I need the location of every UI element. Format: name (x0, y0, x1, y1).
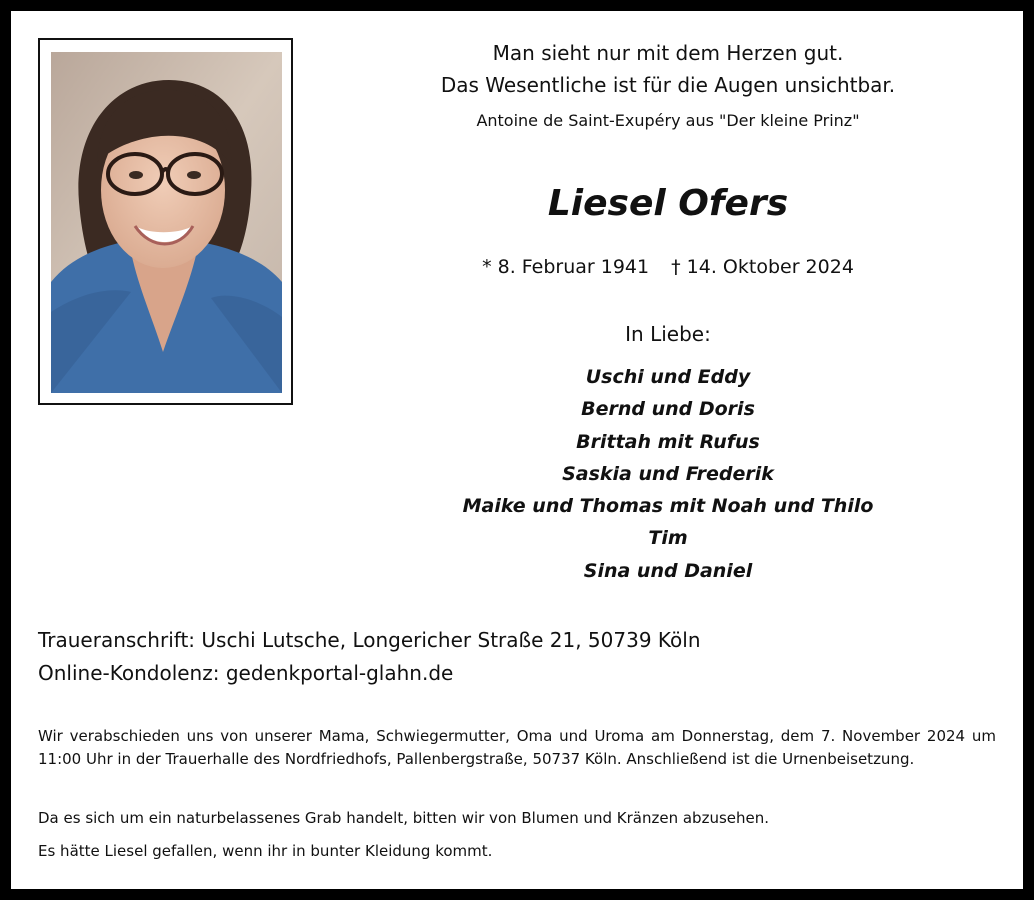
online-condolence: Online-Kondolenz: gedenkportal-glahn.de (38, 661, 454, 685)
deceased-name: Liesel Ofers (547, 183, 789, 224)
mourning-address: Traueranschrift: Uschi Lutsche, Longericher Straße 21, 50739 Köln (38, 628, 701, 652)
quote-line-1: Man sieht nur mit dem Herzen gut. (492, 41, 844, 65)
death-date: † 14. Oktober 2024 (671, 256, 854, 278)
portrait-frame (38, 38, 293, 405)
mourners-heading: In Liebe: (625, 322, 711, 346)
mourner-name: Tim (648, 527, 688, 550)
mourner-name: Saskia und Frederik (562, 462, 774, 485)
flowers-note: Da es sich um ein naturbelassenes Grab handelt, bitten wir von Blumen und Kränzen abzusehen. (38, 809, 770, 827)
portrait-photo (51, 52, 282, 393)
mourners-list (341, 361, 995, 587)
mourner-name: Maike und Thomas mit Noah und Thilo (462, 495, 874, 518)
clothing-note: Es hätte Liesel gefallen, wenn ihr in bunter Kleidung kommt. (38, 842, 493, 860)
mourner-name: Bernd und Doris (581, 398, 755, 421)
quote-line-2: Das Wesentliche ist für die Augen unsichtbar. (440, 73, 896, 97)
mourner-name: Brittah mit Rufus (576, 430, 760, 453)
quote-attribution: Antoine de Saint-Exupéry aus "Der kleine Prinz" (476, 111, 860, 130)
mourner-name: Sina und Daniel (583, 559, 753, 582)
mourner-name: Uschi und Eddy (585, 366, 751, 388)
obituary-card (11, 11, 1023, 889)
life-dates (341, 256, 995, 278)
funeral-details: Wir verabschieden uns von unserer Mama, Schwiegermutter, Oma und Uroma am Donnerstag, dem 7. November 2024 um 11:00 Uhr in der Trauerhalle des Nordfriedhofs, Pallenbergstraße, 50737 Köln. Anschließend ist die Urnenbeisetzung. (38, 727, 996, 768)
birth-date: * 8. Februar 1941 (482, 256, 650, 278)
